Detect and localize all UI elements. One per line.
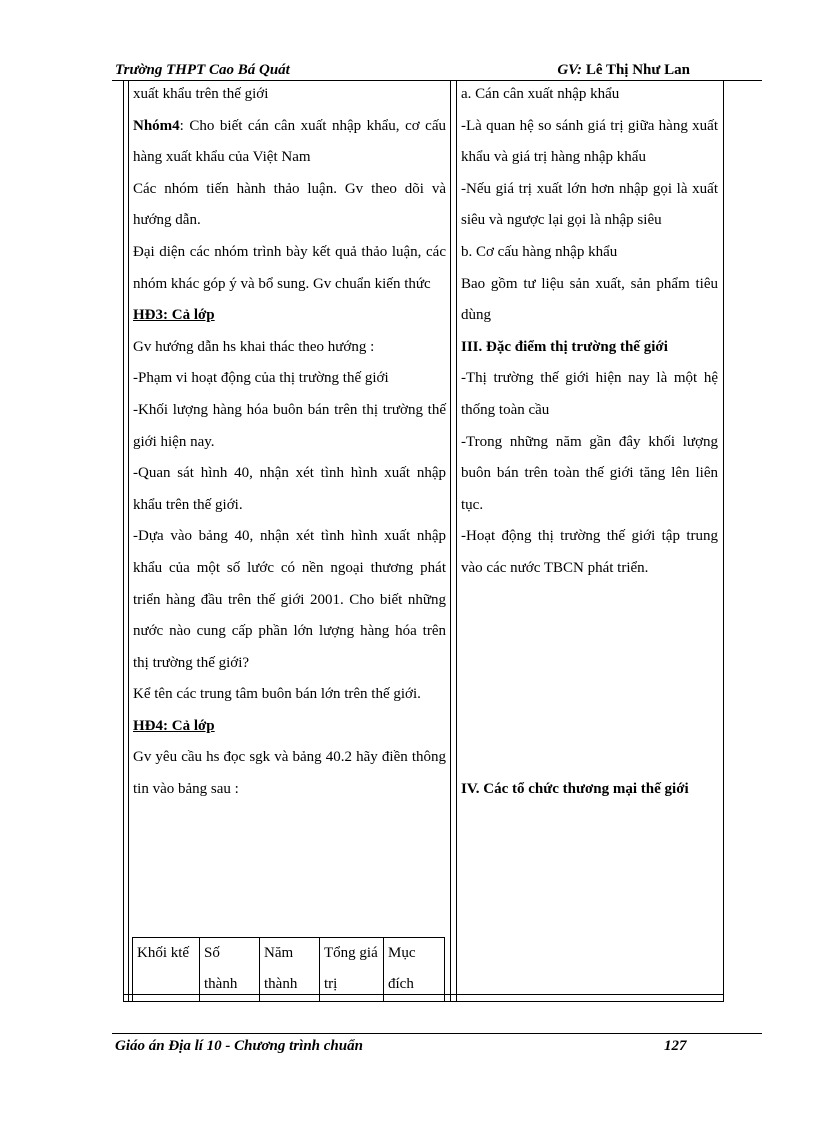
left-line: xuất khẩu trên thế giới [133,86,269,102]
table-border-left [123,80,124,1002]
left-line: Gv yêu cầu hs đọc sgk và bảng 40.2 hãy điền thông tin vào bảng sau : [133,749,446,798]
school-name: Trường THPT Cao Bá Quát [115,62,290,78]
right-line: b. Cơ cấu hàng nhập khẩu [461,243,618,260]
teacher-credit [557,62,690,79]
left-line: -Phạm vi hoạt động của thị trường thế giới [133,370,389,387]
left-line: Kể tên các trung tâm buôn bán lớn trên thế giới. [133,686,421,703]
column-divider-inner [456,80,457,1002]
right-line: -Hoạt động thị trường thế giới tập trung vào các nước TBCN phát triển. [461,528,718,576]
group4-label: Nhóm4 [133,117,180,134]
table-header-cell: Mục đích [384,938,445,1002]
left-line: Đại diện các nhóm trình bày kết quả thảo luận, các nhóm khác góp ý và bổ sung. Gv chuẩn kiến thức [133,243,446,292]
right-line: -Thị trường thế giới hiện nay là một hệ thống toàn cầu [461,370,718,418]
table-border-right [723,80,724,1002]
footer-rule [112,1033,762,1034]
table-header-cell: Số thành [200,938,260,1002]
left-line: -Khối lượng hàng hóa buôn bán trên thị trường thế giới hiện nay. [133,401,446,450]
table-header-cell: Khối ktế [133,938,200,1002]
activity-heading-hd3: HĐ3: Cả lớp [133,307,215,324]
right-column [461,80,718,806]
left-line: Gv hướng dẫn hs khai thác theo hướng : [133,338,375,355]
left-line: Các nhóm tiến hành thảo luận. Gv theo dõi và hướng dẫn. [133,180,446,229]
left-line: -Quan sát hình 40, nhận xét tình hình xuất nhập khẩu trên thế giới. [133,465,446,513]
page-number: 127 [664,1038,687,1054]
group4-task [133,111,446,174]
economic-blocs-table [132,937,445,1002]
section-heading-iv: IV. Các tổ chức thương mại thế giới [461,781,689,798]
document-title: Giáo án Địa lí 10 - Chương trình chuẩn [115,1038,363,1054]
right-line: -Nếu giá trị xuất lớn hơn nhập gọi là xuất siêu và ngược lại gọi là nhập siêu [461,180,718,229]
right-line: Bao gồm tư liệu sản xuất, sản phẩm tiêu dùng [461,275,718,324]
left-column [133,80,446,806]
left-line: -Dựa vào bảng 40, nhận xét tình hình xuất nhập khẩu của một số lước có nền ngoại thương phát triển hàng đầu trên thế giới 2001. Cho biết những nước nào cung cấp phần lớn lượng hàng hóa trên thị trường thế giới? [133,528,446,671]
right-line: -Trong những năm gần đây khối lượng buôn bán trên toàn thế giới tăng lên liên tục. [461,433,718,513]
table-header-cell: Tổng giá trị [320,938,384,1002]
teacher-label: GV: [557,62,583,78]
table-border-left-inner [128,80,129,1002]
right-line: a. Cán cân xuất nhập khẩu [461,86,620,102]
group4-text: : Cho biết cán cân xuất nhập khẩu, cơ cấu hàng xuất khẩu của Việt Nam [133,117,446,166]
activity-heading-hd4: HĐ4: Cả lớp [133,717,215,734]
teacher-name: Lê Thị Như Lan [585,62,690,78]
column-divider [450,80,451,1002]
table-row [133,938,445,1002]
page-header [115,60,698,80]
section-heading-iii: III. Đặc điểm thị trường thế giới [461,338,668,355]
table-header-cell: Năm thành [260,938,320,1002]
right-line: -Là quan hệ so sánh giá trị giữa hàng xuất khẩu và giá trị hàng nhập khẩu [461,117,718,166]
